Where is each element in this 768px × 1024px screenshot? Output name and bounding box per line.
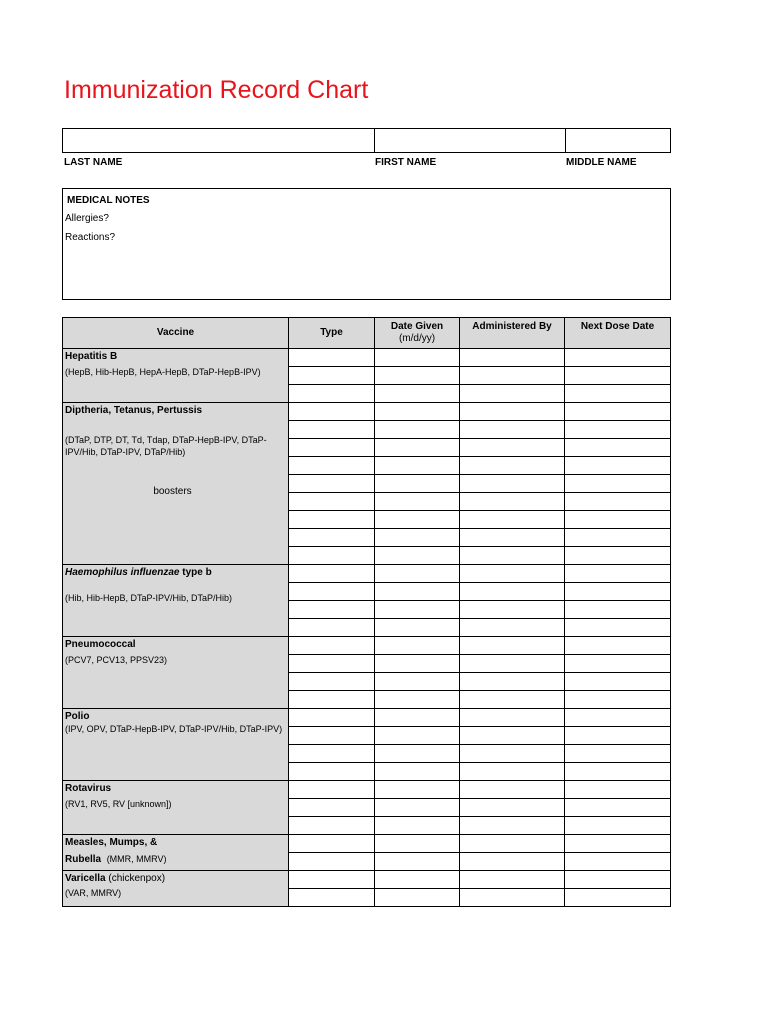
next-dose-cell[interactable] [565, 835, 671, 853]
type-cell[interactable] [289, 601, 375, 619]
next-dose-cell[interactable] [565, 673, 671, 691]
date-cell[interactable] [375, 367, 460, 385]
administered-cell[interactable] [460, 565, 565, 583]
type-cell[interactable] [289, 871, 375, 889]
type-cell[interactable] [289, 781, 375, 799]
next-dose-cell[interactable] [565, 763, 671, 781]
date-cell[interactable] [375, 763, 460, 781]
administered-cell[interactable] [460, 439, 565, 457]
date-cell[interactable] [375, 799, 460, 817]
vaccine-types: (Hib, Hib-HepB, DTaP-IPV/Hib, DTaP/Hib) [65, 593, 233, 603]
type-cell[interactable] [289, 403, 375, 421]
administered-cell[interactable] [460, 421, 565, 439]
next-dose-cell[interactable] [565, 889, 671, 907]
administered-cell[interactable] [460, 727, 565, 745]
vaccine-table [62, 317, 671, 907]
date-cell[interactable] [375, 673, 460, 691]
date-cell[interactable] [375, 403, 460, 421]
table-header-row [63, 318, 671, 349]
vaccine-name-italic: Haemophilus influenzae [65, 567, 180, 578]
header-type: Type [289, 318, 375, 349]
administered-cell[interactable] [460, 763, 565, 781]
next-dose-cell[interactable] [565, 799, 671, 817]
date-cell[interactable] [375, 781, 460, 799]
administered-cell[interactable] [460, 745, 565, 763]
vaccine-name: Rotavirus [65, 783, 112, 794]
type-cell[interactable] [289, 691, 375, 709]
date-cell[interactable] [375, 745, 460, 763]
name-fields-box [62, 128, 671, 153]
next-dose-cell[interactable] [565, 349, 671, 367]
administered-cell[interactable] [460, 349, 565, 367]
administered-cell[interactable] [460, 871, 565, 889]
vaccine-types: (DTaP, DTP, DT, Td, Tdap, DTaP-HepB-IPV, DTaP-IPV/Hib, DTaP-IPV, DTaP/Hib) [65, 435, 267, 457]
date-cell[interactable] [375, 817, 460, 835]
next-dose-cell[interactable] [565, 565, 671, 583]
next-dose-cell[interactable] [565, 493, 671, 511]
table-row [63, 781, 671, 799]
table-row [63, 403, 671, 421]
table-row [63, 349, 671, 367]
table-row [63, 709, 671, 727]
date-cell[interactable] [375, 475, 460, 493]
administered-cell[interactable] [460, 673, 565, 691]
date-cell[interactable] [375, 547, 460, 565]
next-dose-cell[interactable] [565, 547, 671, 565]
header-vaccine: Vaccine [63, 318, 289, 349]
reactions-label: Reactions? [65, 232, 116, 243]
vaccine-name-rest: type b [179, 567, 212, 578]
type-cell[interactable] [289, 385, 375, 403]
vaccine-name: Hepatitis B [65, 351, 118, 362]
type-cell[interactable] [289, 655, 375, 673]
vaccine-name: Diptheria, Tetanus, Pertussis [65, 405, 203, 416]
vaccine-name-extra: (chickenpox) [108, 873, 166, 884]
type-cell[interactable] [289, 583, 375, 601]
next-dose-cell[interactable] [565, 403, 671, 421]
vaccine-name: Polio [65, 711, 90, 722]
next-dose-cell[interactable] [565, 781, 671, 799]
vaccine-name [65, 567, 286, 578]
boosters-label: boosters [153, 486, 192, 497]
date-cell[interactable] [375, 421, 460, 439]
date-cell[interactable] [375, 637, 460, 655]
next-dose-cell[interactable] [565, 655, 671, 673]
type-cell[interactable] [289, 727, 375, 745]
header-date-given-label: Date Given [390, 321, 444, 332]
administered-cell[interactable] [460, 889, 565, 907]
next-dose-cell[interactable] [565, 511, 671, 529]
date-cell[interactable] [375, 511, 460, 529]
first-name-label: FIRST NAME [375, 157, 437, 168]
date-cell[interactable] [375, 835, 460, 853]
middle-name-input[interactable] [566, 129, 670, 152]
type-cell[interactable] [289, 763, 375, 781]
type-cell[interactable] [289, 817, 375, 835]
administered-cell[interactable] [460, 655, 565, 673]
vaccine-name: Pneumococcal [65, 639, 136, 650]
date-cell[interactable] [375, 349, 460, 367]
vaccine-hepatitis-b [63, 349, 289, 403]
next-dose-cell[interactable] [565, 637, 671, 655]
administered-cell[interactable] [460, 619, 565, 637]
header-date-format: (m/d/yy) [398, 333, 436, 344]
type-cell[interactable] [289, 457, 375, 475]
date-cell[interactable] [375, 727, 460, 745]
middle-name-label: MIDDLE NAME [566, 157, 637, 168]
header-administered-by: Administered By [460, 318, 565, 349]
administered-cell[interactable] [460, 583, 565, 601]
first-name-input[interactable] [375, 129, 565, 152]
type-cell[interactable] [289, 349, 375, 367]
administered-cell[interactable] [460, 637, 565, 655]
administered-cell[interactable] [460, 385, 565, 403]
table-row [63, 835, 671, 853]
header-next-dose-date: Next Dose Date [565, 318, 671, 349]
type-cell[interactable] [289, 565, 375, 583]
administered-cell[interactable] [460, 817, 565, 835]
date-cell[interactable] [375, 529, 460, 547]
administered-cell[interactable] [460, 493, 565, 511]
type-cell[interactable] [289, 511, 375, 529]
date-cell[interactable] [375, 439, 460, 457]
next-dose-cell[interactable] [565, 871, 671, 889]
administered-cell[interactable] [460, 835, 565, 853]
next-dose-cell[interactable] [565, 421, 671, 439]
type-cell[interactable] [289, 421, 375, 439]
type-cell[interactable] [289, 475, 375, 493]
table-row [63, 871, 671, 889]
table-row [63, 637, 671, 655]
type-cell[interactable] [289, 619, 375, 637]
type-cell[interactable] [289, 637, 375, 655]
administered-cell[interactable] [460, 691, 565, 709]
administered-cell[interactable] [460, 457, 565, 475]
next-dose-cell[interactable] [565, 529, 671, 547]
date-cell[interactable] [375, 871, 460, 889]
vaccine-types: (IPV, OPV, DTaP-HepB-IPV, DTaP-IPV/Hib, DTaP-IPV) [65, 724, 283, 734]
date-cell[interactable] [375, 457, 460, 475]
vaccine-types: (RV1, RV5, RV [unknown]) [65, 799, 172, 809]
vaccine-name: Varicella [65, 873, 106, 884]
next-dose-cell[interactable] [565, 853, 671, 871]
type-cell[interactable] [289, 529, 375, 547]
vaccine-measles-mumps-rubella [63, 835, 289, 871]
type-cell[interactable] [289, 745, 375, 763]
vaccine-name-line-2: Rubella [65, 854, 102, 865]
next-dose-cell[interactable] [565, 745, 671, 763]
date-cell[interactable] [375, 565, 460, 583]
date-cell[interactable] [375, 889, 460, 907]
date-cell[interactable] [375, 709, 460, 727]
vaccine-polio [63, 709, 289, 781]
administered-cell[interactable] [460, 403, 565, 421]
last-name-label: LAST NAME [64, 157, 123, 168]
type-cell[interactable] [289, 439, 375, 457]
last-name-input[interactable] [63, 129, 374, 152]
date-cell[interactable] [375, 493, 460, 511]
type-cell[interactable] [289, 673, 375, 691]
medical-notes-box[interactable] [62, 188, 671, 300]
administered-cell[interactable] [460, 601, 565, 619]
date-cell[interactable] [375, 655, 460, 673]
vaccine-types: (PCV7, PCV13, PPSV23) [65, 655, 168, 665]
vaccine-name-line-1: Measles, Mumps, & [65, 837, 158, 848]
table-row [63, 565, 671, 583]
next-dose-cell[interactable] [565, 475, 671, 493]
vaccine-rotavirus [63, 781, 289, 835]
administered-cell[interactable] [460, 529, 565, 547]
type-cell[interactable] [289, 799, 375, 817]
administered-cell[interactable] [460, 475, 565, 493]
next-dose-cell[interactable] [565, 691, 671, 709]
next-dose-cell[interactable] [565, 367, 671, 385]
vaccine-types: (MMR, MMRV) [106, 854, 167, 864]
next-dose-cell[interactable] [565, 817, 671, 835]
vaccine-diptheria-tetanus-pertussis [63, 403, 289, 565]
medical-notes-heading: MEDICAL NOTES [67, 195, 150, 206]
date-cell[interactable] [375, 691, 460, 709]
next-dose-cell[interactable] [565, 619, 671, 637]
type-cell[interactable] [289, 367, 375, 385]
vaccine-name-line-2-wrap [65, 854, 286, 865]
type-cell[interactable] [289, 709, 375, 727]
header-date-given [375, 318, 460, 349]
administered-cell[interactable] [460, 781, 565, 799]
next-dose-cell[interactable] [565, 709, 671, 727]
page-title: Immunization Record Chart [64, 76, 369, 104]
next-dose-cell[interactable] [565, 385, 671, 403]
vaccine-types: (VAR, MMRV) [65, 888, 122, 898]
date-cell[interactable] [375, 853, 460, 871]
administered-cell[interactable] [460, 367, 565, 385]
allergies-label: Allergies? [65, 213, 109, 224]
next-dose-cell[interactable] [565, 457, 671, 475]
date-cell[interactable] [375, 601, 460, 619]
vaccine-varicella [63, 871, 289, 907]
administered-cell[interactable] [460, 853, 565, 871]
vaccine-haemophilus-influenzae-type-b [63, 565, 289, 637]
vaccine-types: (HepB, Hib-HepB, HepA-HepB, DTaP-HepB-IPV) [65, 367, 261, 377]
next-dose-cell[interactable] [565, 601, 671, 619]
next-dose-cell[interactable] [565, 439, 671, 457]
type-cell[interactable] [289, 493, 375, 511]
administered-cell[interactable] [460, 709, 565, 727]
date-cell[interactable] [375, 619, 460, 637]
date-cell[interactable] [375, 583, 460, 601]
vaccine-name-wrap [65, 873, 286, 884]
administered-cell[interactable] [460, 547, 565, 565]
type-cell[interactable] [289, 835, 375, 853]
type-cell[interactable] [289, 547, 375, 565]
vaccine-pneumococcal [63, 637, 289, 709]
next-dose-cell[interactable] [565, 727, 671, 745]
date-cell[interactable] [375, 385, 460, 403]
type-cell[interactable] [289, 889, 375, 907]
administered-cell[interactable] [460, 799, 565, 817]
administered-cell[interactable] [460, 511, 565, 529]
next-dose-cell[interactable] [565, 583, 671, 601]
type-cell[interactable] [289, 853, 375, 871]
